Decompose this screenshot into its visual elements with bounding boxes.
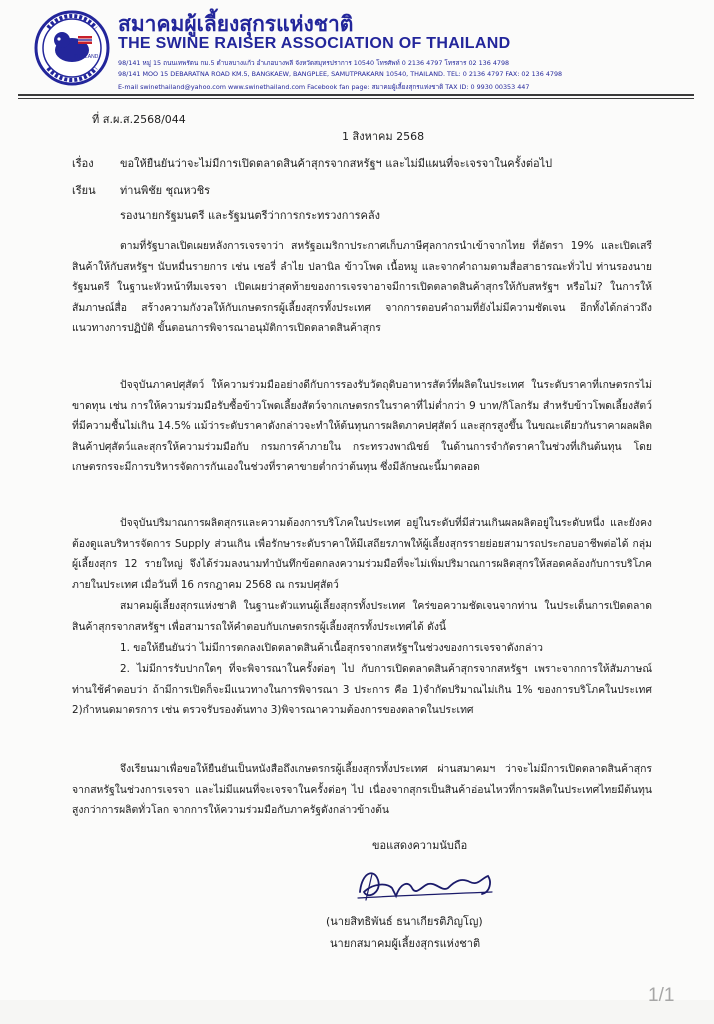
body-paragraph: สมาคมผู้เลี้ยงสุกรแห่งชาติ ในฐานะตัวแทนผู้เลี้ยงสุกรทั้งประเทศ ใคร่ขอความชัดเจนจากท่าน ในประเด็นการเปิดตลาดสินค้าสุกรจากสหรัฐฯ เพื่อสามารถให้คำตอบกับเกษตรกรผู้เลี้ยงสุกรทั้งประเทศได้ ดังนี้ bbox=[72, 600, 652, 633]
address-english: 98/141 MOO 15 DEBARATNA ROAD KM.5, BANGKAEW, BANGPLEE, SAMUTPRAKARN 10540, THAILAND. TEL: 0 2136 4797 FAX: 02 136 4798 bbox=[118, 70, 563, 78]
org-name-english: THE SWINE RAISER ASSOCIATION OF THAILAND bbox=[118, 35, 511, 52]
body-paragraph: ตามที่รัฐบาลเปิดเผยหลังการเจรจาว่า สหรัฐอเมริกาประกาศเก็บภาษีศุลกากรนำเข้าจากไทย ที่อัตรา 19% และเปิดเสรีสินค้าให้กับสหรัฐฯ นับหมื่นรายการ เช่น เชอรี่ ลำไย ปลานิล ข้าวโพด เนื้อหมู และจากคำถามตามสื่อสาธารณะทั่วไป ท่านรองนายรัฐมนตรี ในฐานะหัวหน้าทีมเจรจา เปิดเผยว่าสุดท้ายของการเจรจาอาจมีการเปิดตลาดสินค้าสุกรให้กับสหรัฐฯ หรือไม่? ในการให้สัมภาษณ์สื่อ สร้างความกังวลให้กับเกษตรกรผู้เลี้ยงสุกรทั้งประเทศ จากการตอบคำถามที่ยังไม่มีความชัดเจน อีกทั้งได้กล่าวถึงแนวทางการปฏิบัติ ขั้นตอนการพิจารณาอนุมัติการเปิดตลาดสินค้าสุกร bbox=[72, 240, 652, 334]
signature-image bbox=[352, 862, 502, 908]
signer-name: (นายสิทธิพันธ์ ธนาเกียรติภิญโญ) bbox=[326, 915, 483, 928]
recipient-label: เรียน bbox=[72, 184, 96, 197]
contact-info: E-mail swinethailand@yahoo.com www.swinethailand.com Facebook fan page: สมาคมผู้เลี้ยงสุกรแห่งชาติ TAX ID: 0 9930 00353 447 bbox=[118, 83, 530, 91]
recipient-position: รองนายกรัฐมนตรี และรัฐมนตรีว่าการกระทรวงการคลัง bbox=[120, 209, 381, 222]
header-divider-thin bbox=[18, 98, 694, 99]
header-divider bbox=[18, 94, 694, 96]
subject-text: ขอให้ยืนยันว่าจะไม่มีการเปิดตลาดสินค้าสุกรจากสหรัฐฯ และไม่มีแผนที่จะเจรจาในครั้งต่อไป bbox=[120, 157, 553, 170]
body-paragraph: ปัจจุบันภาคปศุสัตว์ ให้ความร่วมมืออย่างดีกับการรองรับวัตถุดิบอาหารสัตว์ที่ผลิตในประเทศ ในระดับราคาที่เกษตรกรไม่ขาดทุน เช่น การให้ความร่วมมือรับซื้อข้าวโพดเลี้ยงสัตว์จากเกษตรกรในราคาที่ไม่ต่ำกว่า 9 บาท/กิโลกรัม สำหรับข้าวโพดเลี้ยงสัตว์ที่มีความชื้นไม่เกิน 14.5% แม้ว่าระดับราคาดังกล่าวจะทำให้ต้นทุนการผลิตภาคปศุสัตว์ และสุกรสูงขึ้น ในขณะเดียวกันราคาผลผลิตสินค้าปศุสัตว์และสุกรให้ความร่วมมือกับ กรมการค้าภายใน กระทรวงพาณิชย์ ในด้านการจำกัดราคาในช่วงที่เกินต้นทุน โดยเกษตรกรจะมีการบริหารจัดการกันเองในช่วงที่ราคาขายต่ำกว่าต้นทุน ซึ่งมีลักษณะนี้มาตลอด bbox=[72, 379, 652, 473]
subject-label: เรื่อง bbox=[72, 157, 94, 170]
page-count-indicator: 1/1 bbox=[648, 985, 675, 1006]
association-logo bbox=[34, 10, 110, 86]
body-paragraph: ปัจจุบันปริมาณการผลิตสุกรและความต้องการบริโภคในประเทศ อยู่ในระดับที่มีส่วนเกินผลผลิตอยู่ในระดับหนึ่ง และยังคงต้องดูแลบริหารจัดการ Supply ส่วนเกิน เพื่อรักษาระดับราคาให้มีเสถียรภาพให้ผู้เลี้ยงสุกรรายย่อยสามารถประกอบอาชีพต่อได้ กลุ่มผู้เลี้ยงสุกร 12 รายใหญ่ จึงได้ร่วมลงนามทำบันทึกข้อตกลงความร่วมมือที่จะไม่เพิ่มปริมาณการผลิตสุกรให้สอดคล้องกับการบริโภคภายในประเทศ เมื่อวันที่ 16 กรกฎาคม 2568 ณ กรมปศุสัตว์ bbox=[72, 517, 652, 591]
recipient-name: ท่านพิชัย ชุณหวชิร bbox=[120, 184, 211, 197]
letter-date: 1 สิงหาคม 2568 bbox=[342, 130, 425, 143]
reference-number: ที่ ส.ผ.ส.2568/044 bbox=[92, 113, 186, 126]
final-paragraph: จึงเรียนมาเพื่อขอให้ยืนยันเป็นหนังสือถึงเกษตรกรผู้เลี้ยงสุกรทั้งประเทศ ผ่านสมาคมฯ ว่าจะไม่มีการเปิดตลาดสินค้าสุกรจากสหรัฐในช่วงการเจรจา และไม่มีแผนที่จะเจรจาในครั้งต่อๆ ไป เนื่องจากสุกรเป็นสินค้าอ่อนไหวที่การผลิตในประเทศไทยมีต้นทุนสูงกว่าการผลิตทั่วโลก จากการให้ความร่วมมือกับภาครัฐดังกล่าวข้างต้น bbox=[72, 763, 652, 816]
org-name-thai: สมาคมผู้เลี้ยงสุกรแห่งชาติ bbox=[118, 12, 354, 36]
closing-salutation: ขอแสดงความนับถือ bbox=[372, 839, 468, 852]
request-item: 2. ไม่มีการรับปากใดๆ ที่จะพิจารณาในครั้งต่อๆ ไป กับการเปิดตลาดสินค้าสุกรจากสหรัฐฯ เพราะจากการให้สัมภาษณ์ท่านใช้คำตอบว่า ถ้ามีการเปิดก็จะมีแนวทางในการพิจารณา 3 ประการ คือ 1)จำกัดปริมาณไม่เกิน 1% ของการบริโภคในประเทศ 2)กำหนดมาตรการ เช่น ตรวจรับรองต้นทาง 3)พิจารณาความต้องการของตลาดในประเทศ bbox=[72, 663, 652, 716]
address-thai: 98/141 หมู่ 15 ถนนเทพรัตน กม.5 ตำบลบางแก้ว อำเภอบางพลี จังหวัดสมุทรปราการ 10540 โทรศัพท์ 0 2136 4797 โทรสาร 02 136 4798 bbox=[118, 59, 510, 67]
signer-title: นายกสมาคมผู้เลี้ยงสุกรแห่งชาติ bbox=[330, 937, 481, 950]
logo-text: THAILAND bbox=[73, 54, 99, 60]
request-item: 1. ขอให้ยืนยันว่า ไม่มีการตกลงเปิดตลาดสินค้าเนื้อสุกรจากสหรัฐฯในช่วงของการเจรจาดังกล่าว bbox=[120, 642, 543, 654]
